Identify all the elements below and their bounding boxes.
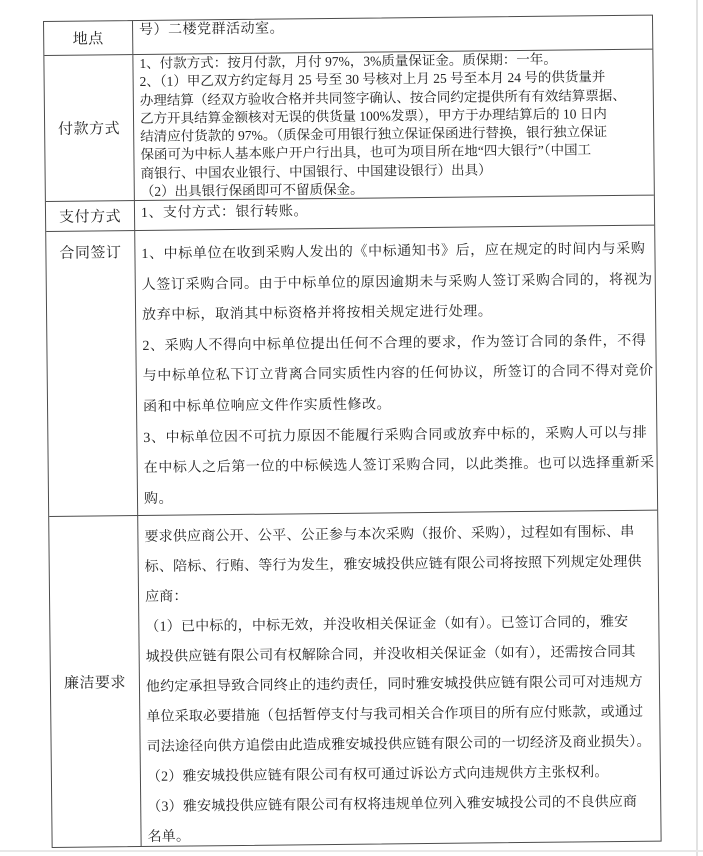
row-content-integrity-requirements	[138, 511, 660, 846]
row-label-integrity-requirements: 廉洁要求	[49, 516, 141, 847]
content-line: 放弃中标，取消其中标资格并将按相关规定进行处理。	[142, 304, 493, 324]
content-line: 单位采取必要措施（包括暂停支付与我司相关合作项目的所有应付账款，或通过	[146, 704, 644, 725]
row-content-contract-signing	[135, 226, 657, 515]
content-line: 1、中标单位在收到采购人发出的《中标通知书》后，应在规定的时间内与采购	[141, 241, 646, 262]
content-line: （3）雅安城投供应链有限公司有权将违规单位列入雅安城投公司的不良供应商	[147, 794, 638, 815]
content-line: 办理结算（经双方验收合格并共同签字确认、按合同约定提供所有有效结算票据、	[139, 87, 626, 108]
content-line: （1）已中标的，中标无效，并没收相关保证金（如有）。已签订合同的，雅安	[145, 614, 629, 635]
content-line: 2、（1）甲乙双方约定每月 25 号至 30 号核对上月 25 号至本月 24 号的供货量并	[139, 69, 606, 90]
row-content-payment-method	[133, 50, 653, 200]
table-row-integrity-requirements	[49, 511, 660, 847]
content-line: 1、付款方式：按月付款，月付 97%，3%质量保证金。质保期：一年。	[139, 51, 557, 71]
content-line: 保函可为中标人基本账户开户行出具，也可为项目所在地“四大银行”（中国工	[140, 142, 592, 163]
content-line: 2、采购人不得向中标单位提出任何不合理的要求，作为签订合同的条件，不得	[142, 333, 647, 354]
scan-edge-bottom	[0, 850, 703, 852]
table-row-payment-method	[44, 50, 653, 202]
content-line: 应商：	[144, 589, 188, 605]
content-line: 商银行、中国农业银行、中国银行、中国建设银行）出具）	[140, 162, 492, 181]
content-line: （2）出具银行保函即可不留质保金。	[140, 181, 364, 200]
document-table	[43, 15, 662, 848]
content-line: 与中标单位私下订立背离合同实质性内容的任何协议，所签订的合同不得对竞价	[142, 363, 654, 385]
row-content-payment-type	[135, 196, 654, 230]
scan-edge-right	[696, 0, 698, 856]
table-row-contract-signing	[46, 226, 657, 517]
content-line: 函和中标单位响应文件作实质性修改。	[142, 397, 392, 415]
content-line: 购。	[143, 491, 174, 507]
content-line: 在中标人之后第一位的中标候选人签订采购合同，以此类推。也可以选择重新采	[143, 455, 655, 477]
content-line: 他约定承担导致合同终止的违约责任，同时雅安城投供应链有限公司可对违规方	[145, 674, 644, 695]
row-label-contract-signing: 合同签订	[46, 231, 138, 516]
content-line: 要求供应商公开、公平、公正参与本次采购（报价、采购），过程如有围标、串	[144, 524, 635, 545]
content-line: 3、中标单位因不可抗力原因不能履行采购合同或放弃中标的，采购人可以与排	[143, 425, 648, 446]
row-label-location: 地点	[44, 21, 133, 55]
content-line: （2）雅安城投供应链有限公司有权可通过诉讼方式向违规供方主张权利。	[146, 765, 609, 785]
row-label-payment-method: 付款方式	[44, 55, 135, 201]
row-content-location	[133, 16, 652, 54]
content-line: 司法途径向供方追偿由此造成雅安城投供应链有限公司的一切经济及商业损失）。	[146, 734, 651, 755]
content-line: 城投供应链有限公司有权解除合同，并没收相关保证金（如有），还需按合同其	[145, 644, 636, 665]
content-line: 乙方开具结算金额核对无误的供货量 100%发票），甲方于办理结算后的 10 日内	[139, 105, 607, 126]
content-line: 名单。	[147, 829, 191, 845]
row-label-payment-type: 支付方式	[46, 201, 135, 231]
content-line: 号）二楼党群活动室。	[139, 21, 285, 38]
content-line: 1、支付方式：银行转账。	[140, 204, 309, 221]
content-line: 结清应付货款的 97%。（质保金可用银行独立保证保函进行替换，银行独立保证	[140, 124, 608, 145]
content-line: 标、陪标、行贿、等行为发生，雅安城投供应链有限公司将按照下列规定处理供	[144, 554, 642, 575]
content-line: 人签订采购合同。由于中标单位的原因逾期未与采购人签订采购合同的，将视为	[141, 272, 653, 293]
